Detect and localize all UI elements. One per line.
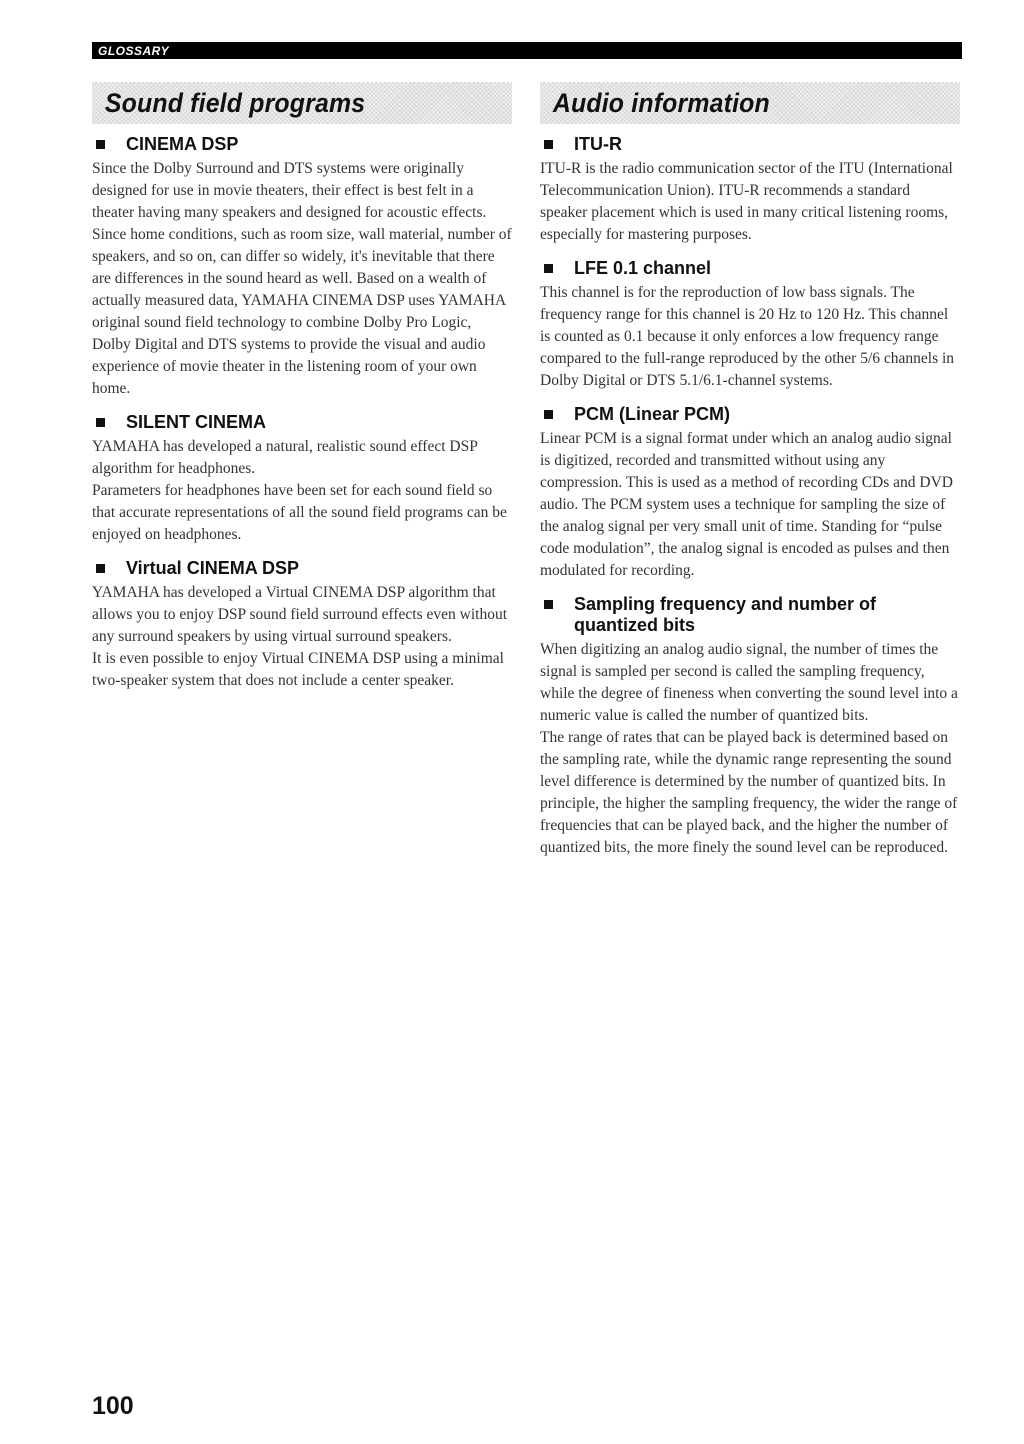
heading-text: Sampling frequency and number of quantized bits (574, 594, 877, 635)
right-column (540, 82, 960, 871)
heading-text: Virtual CINEMA DSP (126, 558, 300, 578)
paragraph: The range of rates that can be played back is determined based on the sampling rate, while the dynamic range representing the sound level difference is determined by the number of quantized bits. In principle, the higher the sampling frequency, the wider the range of frequencies that can be played back, and the higher the number of quantized bits, the more finely the sound level can be reproduced. (540, 729, 958, 856)
heading-text: LFE 0.1 channel (574, 258, 712, 278)
banner-title: Audio information (552, 87, 770, 118)
heading-text: SILENT CINEMA (126, 412, 267, 432)
heading-text: PCM (Linear PCM) (574, 404, 731, 424)
section-heading (540, 134, 960, 155)
heading-text: CINEMA DSP (126, 134, 239, 154)
audio-information-banner (540, 82, 960, 124)
square-bullet-icon (544, 410, 553, 419)
paragraph: YAMAHA has developed a Virtual CINEMA DSP algorithm that allows you to enjoy DSP sound field surround effects even without any surround speakers by using virtual surround speakers. (92, 584, 508, 645)
section-heading (540, 258, 960, 279)
square-bullet-icon (544, 140, 553, 149)
section-heading (92, 412, 512, 433)
square-bullet-icon (96, 418, 105, 427)
square-bullet-icon (96, 140, 105, 149)
paragraph: Parameters for headphones have been set for each sound field so that accurate representations of all the sound field programs can be enjoyed on headphones. (92, 482, 507, 543)
banner-title: Sound field programs (104, 87, 366, 118)
square-bullet-icon (544, 264, 553, 273)
section-itu-r (540, 134, 960, 246)
page-number: 100 (92, 1392, 134, 1420)
section-heading (92, 558, 512, 579)
glossary-header-bar (92, 42, 962, 59)
heading-text: ITU-R (574, 134, 622, 154)
section-cinema-dsp (92, 134, 512, 400)
section-heading (540, 594, 960, 636)
paragraph: ITU-R is the radio communication sector of the ITU (International Telecommunication Union). ITU-R recommends a standard speaker placement which is used in many critical listening rooms, especially for mastering purposes. (540, 160, 953, 243)
section-virtual-cinema-dsp (92, 558, 512, 692)
section-heading (92, 134, 512, 155)
paragraph: This channel is for the reproduction of low bass signals. The frequency range for this channel is 20 Hz to 120 Hz. This channel is counted as 0.1 because it only enforces a low frequency range compared to the full-range reproduced by the other 5/6 channels in Dolby Digital or DTS 5.1/6.1-channel systems. (540, 284, 955, 389)
section-silent-cinema (92, 412, 512, 546)
section-sampling-frequency (540, 594, 960, 859)
paragraph: Linear PCM is a signal format under which an analog audio signal is digitized, recorded and transmitted without using any compression. This is used as a method of recording CDs and DVD audio. The PCM system uses a technique for sampling the size of the analog signal per very small unit of time. Standing for “pulse code modulation”, the analog signal is encoded as pulses and then modulated for recording. (540, 430, 953, 579)
left-column (92, 82, 512, 704)
header-label: GLOSSARY (98, 43, 170, 58)
section-lfe-channel (540, 258, 960, 392)
sound-field-programs-banner (92, 82, 512, 124)
square-bullet-icon (544, 600, 553, 609)
paragraph: It is even possible to enjoy Virtual CINEMA DSP using a minimal two-speaker system that does not include a center speaker. (92, 650, 504, 689)
paragraph: When digitizing an analog audio signal, the number of times the signal is sampled per second is called the sampling frequency, while the degree of fineness when converting the sound level into a numeric value is called the number of quantized bits. (540, 641, 958, 724)
paragraph: YAMAHA has developed a natural, realistic sound effect DSP algorithm for headphones. (92, 438, 478, 477)
section-pcm (540, 404, 960, 582)
paragraph: Since the Dolby Surround and DTS systems were originally designed for use in movie theaters, their effect is best felt in a theater having many speakers and designed for acoustic effects. Since home conditions, such as room size, wall material, number of speakers, and so on, can differ so widely, it's inevitable that there are differences in the sound heard as well. Based on a wealth of actually measured data, YAMAHA CINEMA DSP uses YAMAHA original sound field technology to combine Dolby Pro Logic, Dolby Digital and DTS systems to provide the visual and audio experience of movie theater in the listening room of your own home. (92, 160, 512, 397)
section-heading (540, 404, 960, 425)
square-bullet-icon (96, 564, 105, 573)
